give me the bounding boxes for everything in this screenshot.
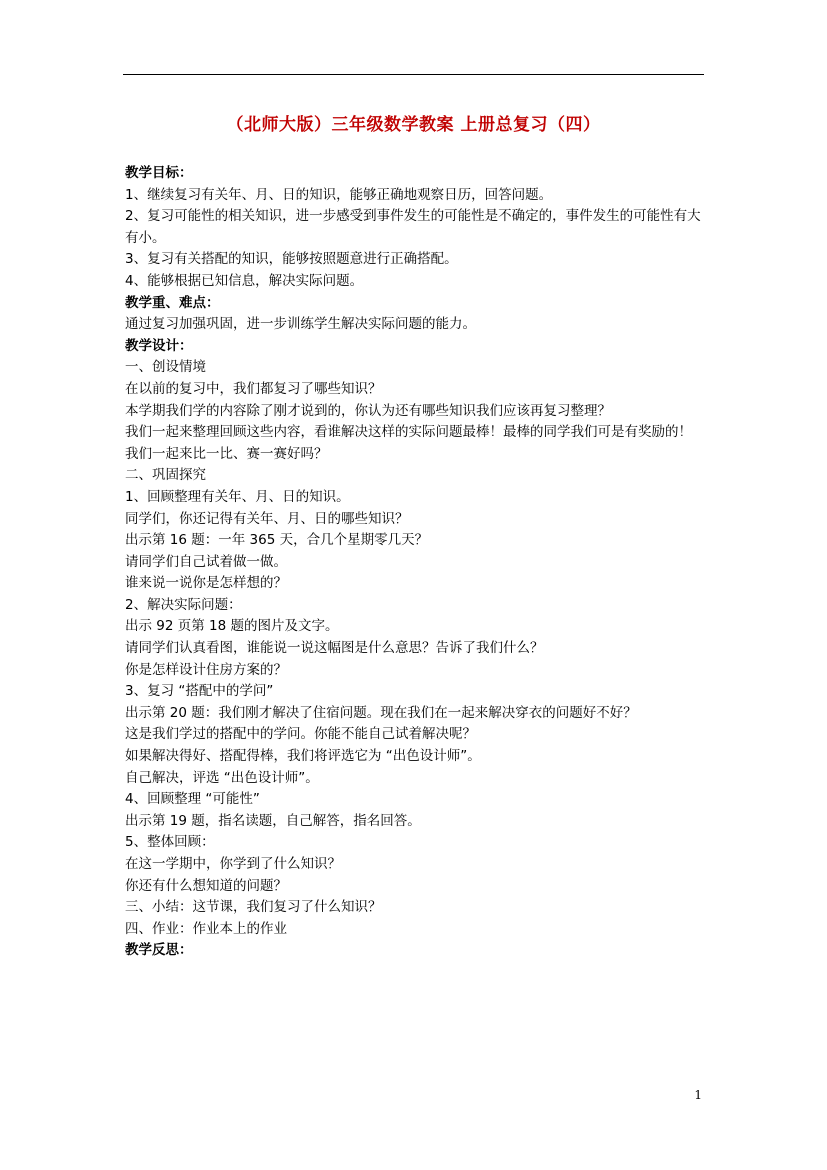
body-line: 一、创设情境 (125, 359, 206, 376)
body-line: 在以前的复习中，我们都复习了哪些知识？ (125, 380, 382, 397)
section-heading: 教学重、难点： (125, 294, 220, 311)
document-body (125, 163, 707, 962)
body-line: 如果解决得好、搭配得棒，我们将评选它为 “出色设计师”。 (125, 748, 481, 765)
body-line: 4、能够根据已知信息，解决实际问题。 (125, 272, 364, 289)
body-line: 你是怎样设计住房方案的？ (125, 661, 287, 678)
body-line: 在这一学期中，你学到了什么知识？ (125, 856, 341, 872)
body-line: 我们一起来比一比、赛一赛好吗？ (125, 445, 328, 462)
body-line: 二、巩固探究 (125, 467, 206, 484)
header-rule (123, 74, 704, 75)
body-line: 1、回顾整理有关年、月、日的知识。 (125, 488, 350, 505)
body-line: 3、复习 “搭配中的学问” (125, 683, 274, 700)
section-heading: 教学设计： (125, 337, 193, 354)
page-number: 1 (694, 1088, 702, 1102)
body-line: 自己解决，评选 “出色设计师”。 (125, 769, 319, 786)
body-line: 谁来说一说你是怎样想的？ (125, 575, 287, 592)
body-line: 四、作业：作业本上的作业 (125, 920, 287, 937)
section-heading: 教学目标： (125, 165, 193, 181)
body-line: 我们一起来整理回顾这些内容，看谁解决这样的实际问题最棒！最棒的同学我们可是有奖励的！ (125, 424, 692, 441)
body-line: 三、小结：这节课，我们复习了什么知识？ (125, 899, 382, 916)
body-line: 你还有什么想知道的问题？ (125, 877, 287, 894)
body-line: 3、复习有关搭配的知识，能够按照题意进行正确搭配。 (125, 251, 458, 268)
document-title: （北师大版）三年级数学教案 上册总复习（四） (226, 115, 601, 135)
body-line: 同学们，你还记得有关年、月、日的哪些知识？ (125, 510, 409, 527)
body-line: 请同学们认真看图，谁能说一说这幅图是什么意思？告诉了我们什么？ (125, 640, 544, 657)
body-line: 5、整体回顾： (125, 834, 215, 851)
body-line: 本学期我们学的内容除了刚才说到的，你认为还有哪些知识我们应该再复习整理？ (125, 402, 611, 419)
body-line: 请同学们自己试着做一做。 (125, 553, 287, 570)
body-line: 出示第 16 题：一年 365 天，合几个星期零几天？ (125, 532, 429, 549)
body-line: 这是我们学过的搭配中的学问。你能不能自己试着解决呢？ (125, 726, 476, 743)
body-line: 4、回顾整理 “可能性” (125, 791, 260, 808)
body-line: 通过复习加强巩固，进一步训练学生解决实际问题的能力。 (125, 316, 476, 333)
section-heading: 教学反思： (125, 942, 193, 959)
body-line: 2、复习可能性的相关知识，进一步感受到事件发生的可能性是不确定的，事件发生的可能性有大有小。 (125, 208, 701, 246)
body-line: 出示 92 页第 18 题的图片及文字。 (125, 618, 339, 635)
body-line: 1、继续复习有关年、月、日的知识，能够正确地观察日历，回答问题。 (125, 186, 553, 203)
body-line: 2、解决实际问题： (125, 596, 242, 613)
body-line: 出示第 19 题，指名读题，自己解答，指名回答。 (125, 812, 421, 829)
body-line: 出示第 20 题：我们刚才解决了住宿问题。现在我们在一起来解决穿衣的问题好不好？ (125, 704, 637, 721)
